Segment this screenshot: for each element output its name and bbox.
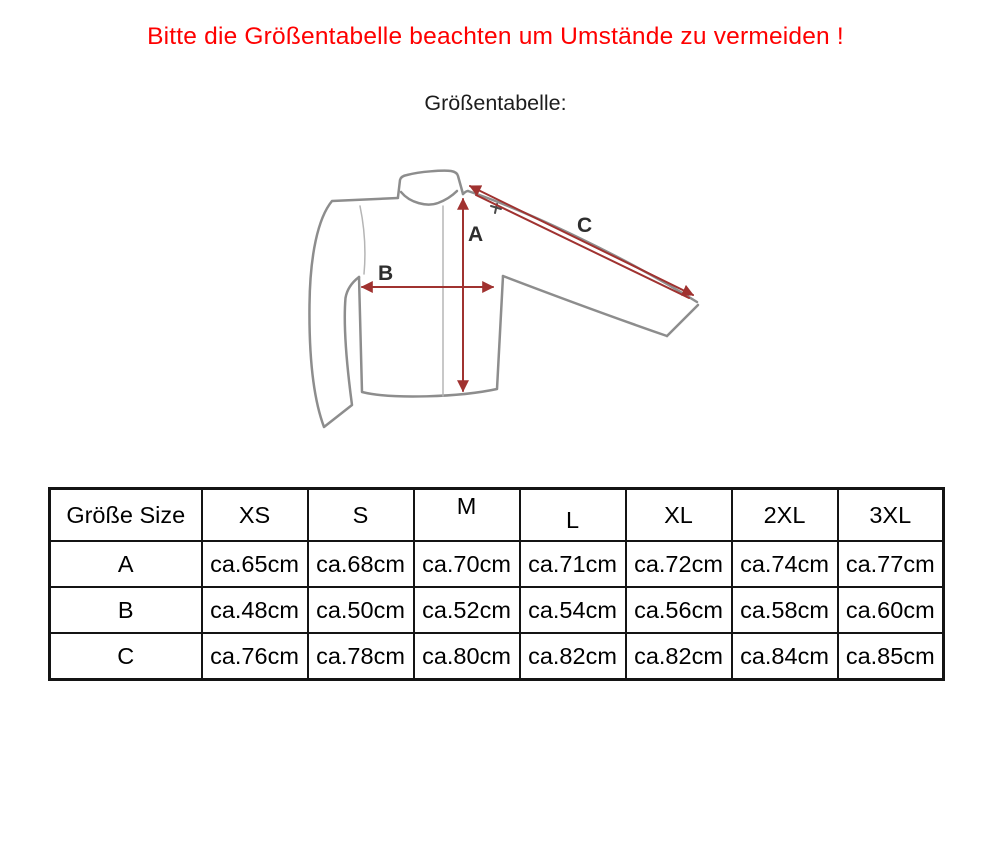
size-cell: ca.76cm bbox=[202, 633, 308, 680]
size-cell: ca.85cm bbox=[838, 633, 944, 680]
size-col-header: 3XL bbox=[838, 489, 944, 542]
row-label: C bbox=[50, 633, 202, 680]
size-cell: ca.56cm bbox=[626, 587, 732, 633]
size-col-header: 2XL bbox=[732, 489, 838, 542]
size-cell: ca.70cm bbox=[414, 541, 520, 587]
size-cell: ca.65cm bbox=[202, 541, 308, 587]
size-cell: ca.74cm bbox=[732, 541, 838, 587]
size-col-header: XL bbox=[626, 489, 732, 542]
size-cell: ca.72cm bbox=[626, 541, 732, 587]
measure-label-b: B bbox=[378, 262, 394, 285]
measure-arrow-c-second-line bbox=[476, 195, 689, 298]
table-row bbox=[50, 633, 944, 680]
size-table bbox=[48, 487, 945, 681]
size-cell: ca.52cm bbox=[414, 587, 520, 633]
chest-seam-line bbox=[360, 206, 365, 274]
jacket-seams bbox=[360, 206, 443, 396]
measure-label-c: C bbox=[577, 214, 593, 237]
size-cell: ca.54cm bbox=[520, 587, 626, 633]
row-label: A bbox=[50, 541, 202, 587]
page-subtitle: Größentabelle: bbox=[424, 91, 567, 115]
size-cell: ca.60cm bbox=[838, 587, 944, 633]
size-cell: ca.50cm bbox=[308, 587, 414, 633]
size-col-header: M bbox=[414, 489, 520, 542]
table-row bbox=[50, 541, 944, 587]
size-col-header: XS bbox=[202, 489, 308, 542]
size-cell: ca.82cm bbox=[520, 633, 626, 680]
warning-heading: Bitte die Größentabelle beachten um Umstände zu vermeiden ! bbox=[147, 23, 844, 50]
size-table-header-row bbox=[50, 489, 944, 542]
row-label: B bbox=[50, 587, 202, 633]
size-cell: ca.80cm bbox=[414, 633, 520, 680]
measure-label-a: A bbox=[468, 223, 484, 246]
size-cell: ca.77cm bbox=[838, 541, 944, 587]
size-col-header: Größe Size bbox=[50, 489, 202, 542]
size-cell: ca.84cm bbox=[732, 633, 838, 680]
size-cell: ca.78cm bbox=[308, 633, 414, 680]
measurement-arrows bbox=[362, 186, 693, 391]
size-cell: ca.71cm bbox=[520, 541, 626, 587]
table-row bbox=[50, 587, 944, 633]
size-cell: ca.82cm bbox=[626, 633, 732, 680]
jacket-measurement-diagram bbox=[280, 150, 740, 460]
size-col-header: L bbox=[520, 489, 626, 542]
size-cell: ca.68cm bbox=[308, 541, 414, 587]
size-cell: ca.58cm bbox=[732, 587, 838, 633]
size-col-header: S bbox=[308, 489, 414, 542]
size-cell: ca.48cm bbox=[202, 587, 308, 633]
